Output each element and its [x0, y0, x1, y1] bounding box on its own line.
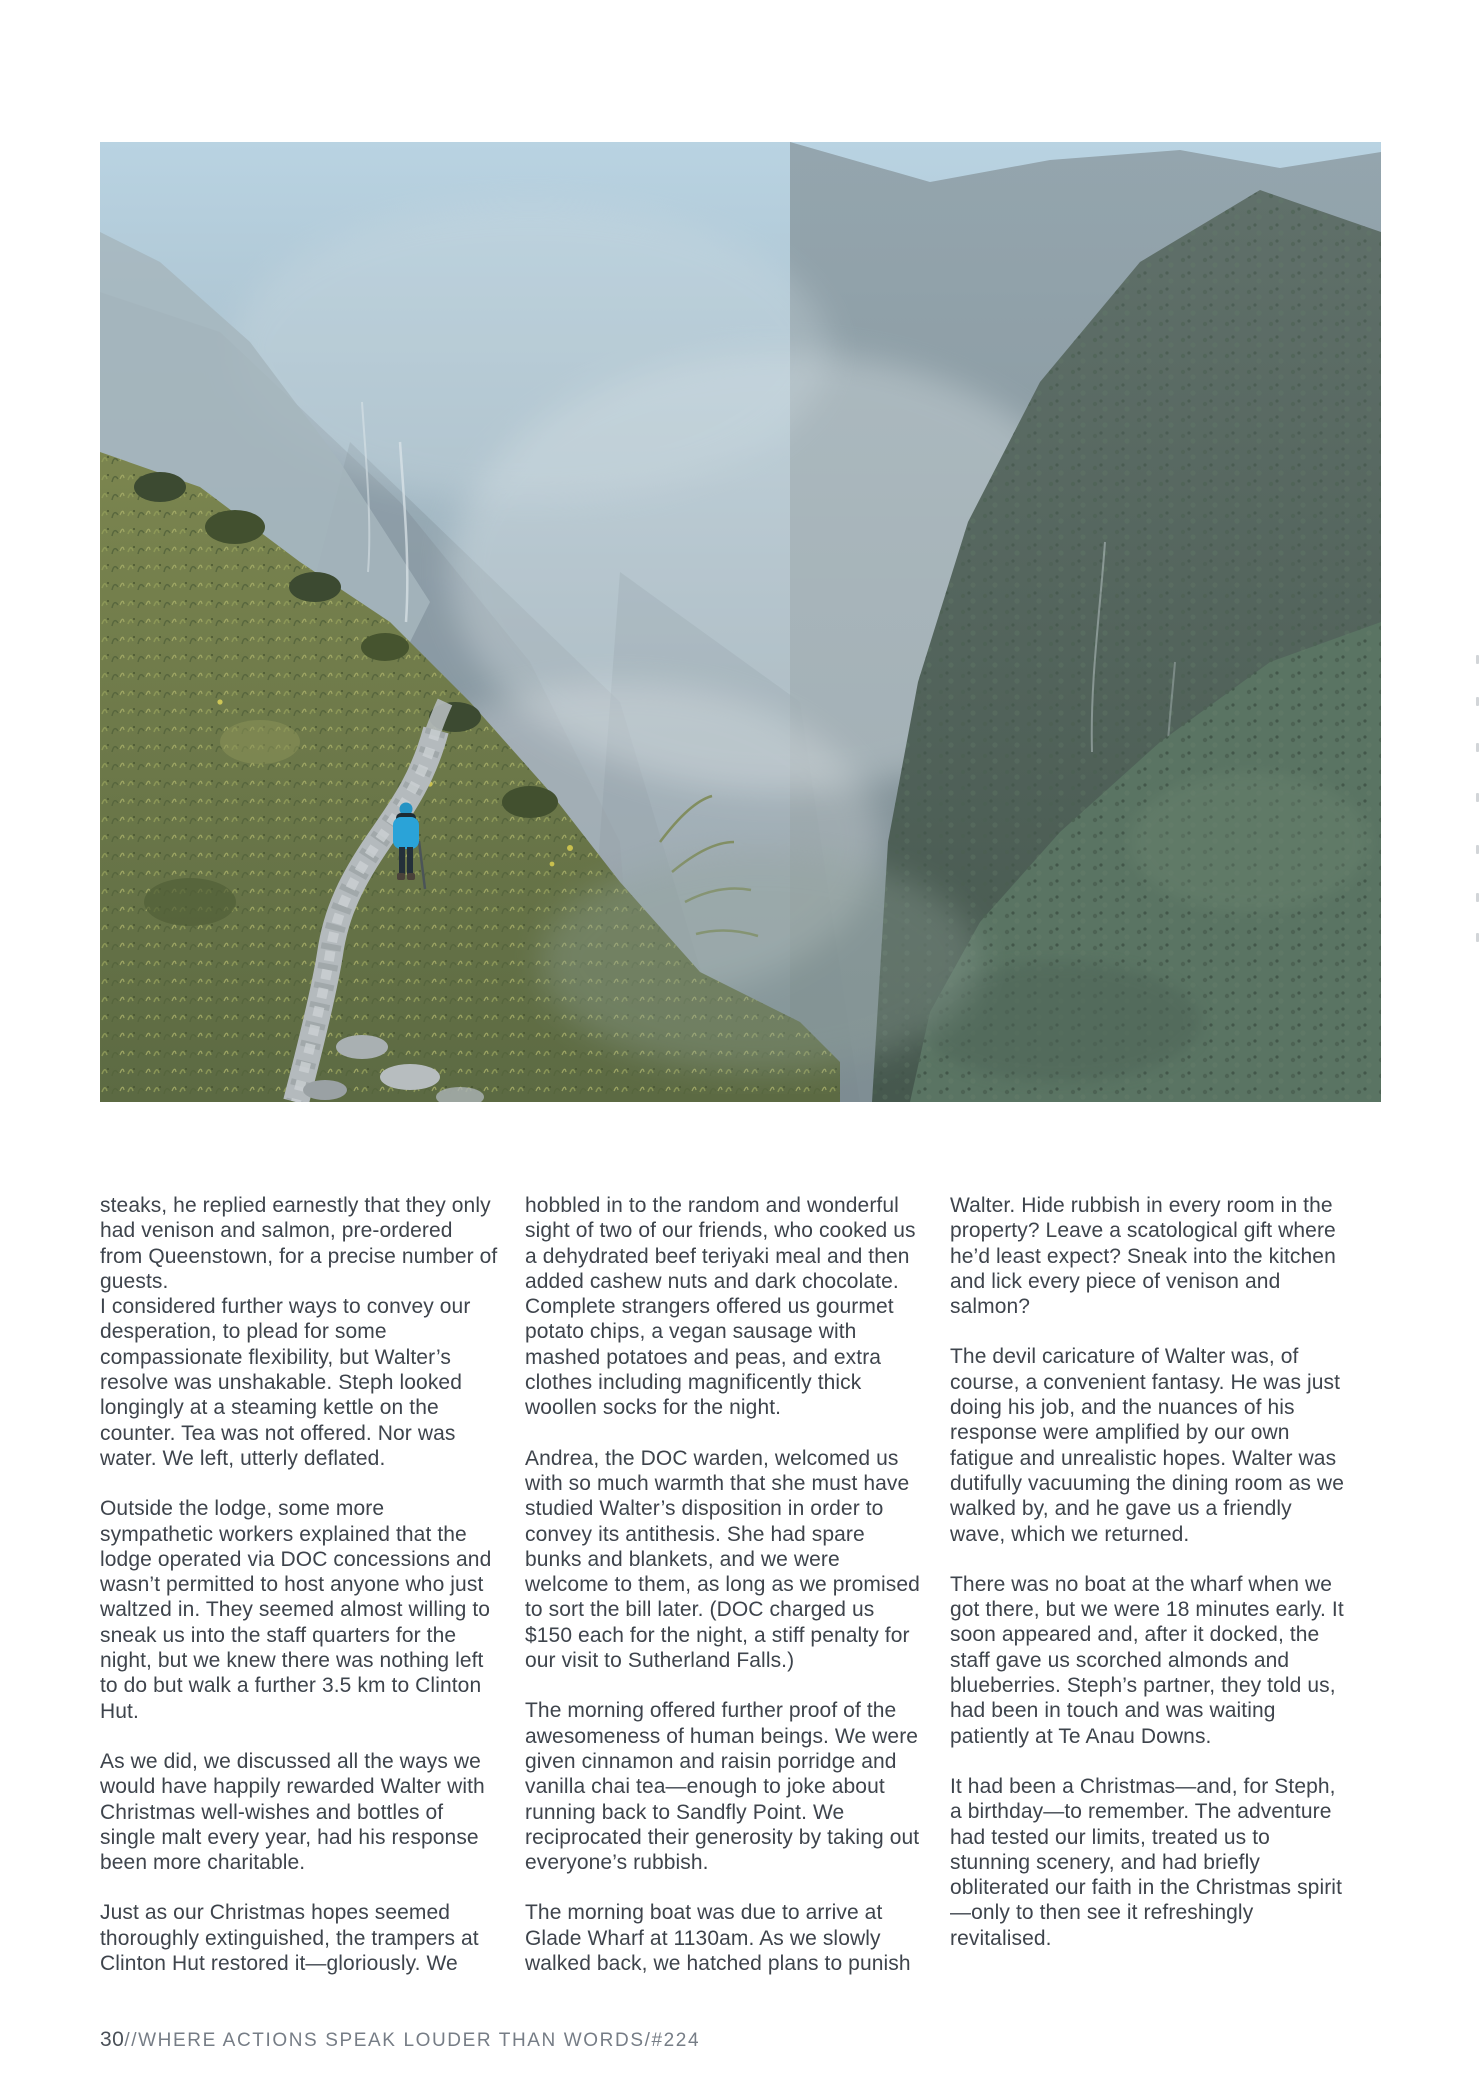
text-column-3: [950, 1193, 1348, 1976]
adjacent-page-text-artifact: [1476, 655, 1484, 945]
paragraph: hobbled in to the random and wonderful sight of two of our friends, who cooked us a dehydrated beef teriyaki meal and then added cashew nuts and dark chocolate. Complete strangers offered us gourmet potato chips, a vegan sausage with mashed potatoes and peas, and extra clothes including magnificently thick woollen socks for the night.: [525, 1194, 916, 1420]
paragraph: There was no boat at the wharf when we got there, but we were 18 minutes early. It soon appeared and, after it docked, the staff gave us scorched almonds and blueberries. Steph’s partner, they told us, had been in touch and was waiting patiently at Te Anau Downs.: [950, 1572, 1344, 1748]
paragraph: Just as our Christmas hopes seemed thoroughly extinguished, the trampers at Clinton Hut restored it—gloriously. We: [100, 1901, 479, 1976]
photo-valley-haze: [540, 852, 980, 1072]
paragraph: Outside the lodge, some more sympathetic workers explained that the lodge operated via DOC concessions and wasn’t permitted to host anyone who just waltzed in. They seemed almost willing to sneak us into the staff quarters for the night, but we knew there was nothing left to do but walk a further 3.5 km to Clinton Hut.: [100, 1497, 492, 1723]
paragraph: The morning boat was due to arrive at Glade Wharf at 1130am. As we slowly walked back, we hatched plans to punish: [525, 1901, 911, 1976]
paragraph: Walter. Hide rubbish in every room in the property? Leave a scatological gift where he’d least expect? Sneak into the kitchen and lick every piece of venison and salmon?: [950, 1194, 1336, 1319]
paragraph: The devil caricature of Walter was, of course, a convenient fantasy. He was just doing his job, and the nuances of his response were amplified by our own fatigue and unrealistic hopes. Walter was dutifully vacuuming the dining room as we walked by, and he gave us a friendly wave, which we returned.: [950, 1345, 1344, 1546]
page-footer: [100, 2028, 700, 2052]
text-column-2: [525, 1193, 923, 2001]
paragraph: steaks, he replied earnestly that they only had venison and salmon, pre-ordered from Queenstown, for a precise number of guests.: [100, 1194, 498, 1293]
article-photo: [100, 142, 1381, 1102]
paragraph: I considered further ways to convey our desperation, to plead for some compassionate flexibility, but Walter’s resolve was unshakable. Steph looked longingly at a steaming kettle on the counter. Tea was not offered. Nor was water. We left, utterly deflated.: [100, 1295, 471, 1470]
paragraph: The morning offered further proof of the awesomeness of human beings. We were given cinnamon and raisin porridge and vanilla chai tea—enough to joke about running back to Sandfly Point. We reciprocated their generosity by taking out everyone’s rubbish.: [525, 1699, 920, 1875]
text-column-1: [100, 1193, 498, 2001]
paragraph: It had been a Christmas—and, for Steph, a birthday—to remember. The adventure had tested our limits, treated us to stunning scenery, and had briefly obliterated our faith in the Christmas spirit—only to then see it refreshingly revitalised.: [950, 1774, 1343, 1950]
paragraph: Andrea, the DOC warden, welcomed us with so much warmth that she must have studied Walter’s disposition in order to convey its antithesis. She had spare bunks and blankets, and we were welcome to them, as long as we promised to sort the bill later. (DOC charged us $150 each for the night, a stiff penalty for our visit to Sutherland Falls.): [525, 1446, 920, 1673]
footer-magazine-title: //WHERE ACTIONS SPEAK LOUDER THAN WORDS/#224: [124, 2030, 701, 2051]
page-number: 30: [100, 2028, 125, 2051]
paragraph: As we did, we discussed all the ways we would have happily rewarded Walter with Christmas well-wishes and bottles of single malt every year, had his response been more charitable.: [100, 1749, 485, 1875]
